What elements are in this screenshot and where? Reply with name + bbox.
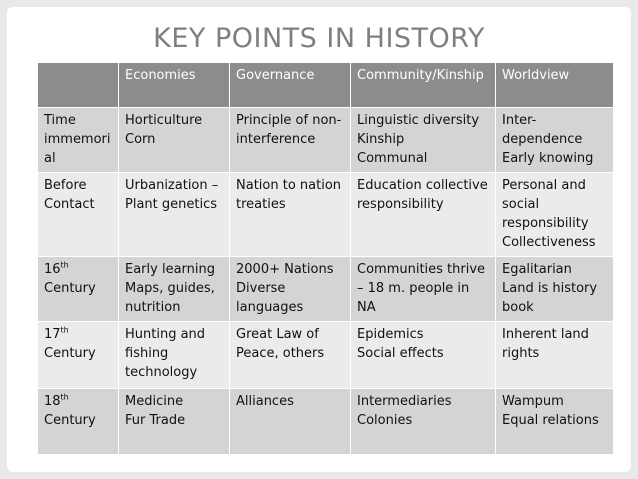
governance-cell <box>230 389 351 455</box>
economies-cell <box>119 322 230 389</box>
cell-line: Colonies <box>357 413 413 428</box>
governance-cell <box>230 108 351 173</box>
ordinal-suffix: th <box>60 260 69 270</box>
century-word: Century <box>44 413 96 428</box>
table-row <box>38 173 614 257</box>
header-economies: Economies <box>119 63 230 108</box>
cell-line: Inter-dependence <box>502 113 583 147</box>
table-row <box>38 389 614 455</box>
cell-line: Nation to nation treaties <box>236 178 342 212</box>
century-word: Century <box>44 346 96 361</box>
community-cell <box>351 257 496 322</box>
century-number: 18 <box>44 394 61 409</box>
cell-line: Great Law of Peace, others <box>236 327 325 361</box>
worldview-cell <box>496 322 614 389</box>
cell-line: Linguistic diversity <box>357 113 480 128</box>
header-worldview: Worldview <box>496 63 614 108</box>
cell-line: Early learning <box>125 262 215 277</box>
cell-line: Hunting and fishing technology <box>125 327 206 380</box>
cell-line: Horticulture <box>125 113 203 128</box>
community-cell <box>351 173 496 257</box>
cell-line: Medicine <box>125 394 184 409</box>
slide-title: KEY POINTS IN HISTORY <box>153 23 485 54</box>
cell-line: Kinship <box>357 132 405 147</box>
period-cell <box>38 108 119 173</box>
cell-line: Urbanization –Plant genetics <box>125 178 219 212</box>
ordinal-suffix: th <box>60 392 69 402</box>
cell-line: Land is history book <box>502 281 598 315</box>
cell-line: Inherent land rights <box>502 327 589 361</box>
period-cell <box>38 322 119 389</box>
period-cell <box>38 257 119 322</box>
cell-line: Principle of non-interference <box>236 113 342 147</box>
worldview-cell <box>496 108 614 173</box>
cell-line: Intermediaries <box>357 394 452 409</box>
header-cell-empty <box>38 63 119 108</box>
cell-line: Wampum <box>502 394 564 409</box>
cell-line: Fur Trade <box>125 413 186 428</box>
period-cell <box>38 389 119 455</box>
table-row <box>38 108 614 173</box>
header-row <box>38 63 614 108</box>
governance-cell <box>230 257 351 322</box>
economies-cell <box>119 108 230 173</box>
ordinal-suffix: th <box>60 325 69 335</box>
governance-cell <box>230 173 351 257</box>
community-cell <box>351 389 496 455</box>
worldview-cell <box>496 173 614 257</box>
economies-cell <box>119 173 230 257</box>
cell-line: Epidemics <box>357 327 424 342</box>
table-row <box>38 322 614 389</box>
community-cell <box>351 322 496 389</box>
century-number: 16 <box>44 262 61 277</box>
period-cell <box>38 173 119 257</box>
period-text: Time immemorial <box>44 113 111 166</box>
worldview-cell <box>496 257 614 322</box>
table-row <box>38 257 614 322</box>
cell-line: Collectiveness <box>502 235 596 250</box>
cell-line: Education collective responsibility <box>357 178 488 212</box>
cell-line: Corn <box>125 132 156 147</box>
cell-line: Social effects <box>357 346 444 361</box>
cell-line: Maps, guides, nutrition <box>125 281 215 315</box>
cell-line: Contact <box>44 197 95 212</box>
cell-line: Early knowing <box>502 151 594 166</box>
governance-cell <box>230 322 351 389</box>
cell-line: Egalitarian <box>502 262 572 277</box>
century-word: Century <box>44 281 96 296</box>
cell-line: Before <box>44 178 87 193</box>
header-community-kinship: Community/Kinship <box>351 63 496 108</box>
worldview-cell <box>496 389 614 455</box>
header-governance: Governance <box>230 63 351 108</box>
cell-line: Personal and social responsibility <box>502 178 589 231</box>
cell-line: 2000+ Nations <box>236 262 334 277</box>
history-table <box>37 62 614 455</box>
economies-cell <box>119 257 230 322</box>
century-number: 17 <box>44 327 61 342</box>
cell-line: Equal relations <box>502 413 599 428</box>
cell-line: Alliances <box>236 394 294 409</box>
economies-cell <box>119 389 230 455</box>
cell-line: Communal <box>357 151 428 166</box>
community-cell <box>351 108 496 173</box>
cell-line: Communities thrive – 18 m. people in NA <box>357 262 486 315</box>
cell-line: Diverse languages <box>236 281 304 315</box>
